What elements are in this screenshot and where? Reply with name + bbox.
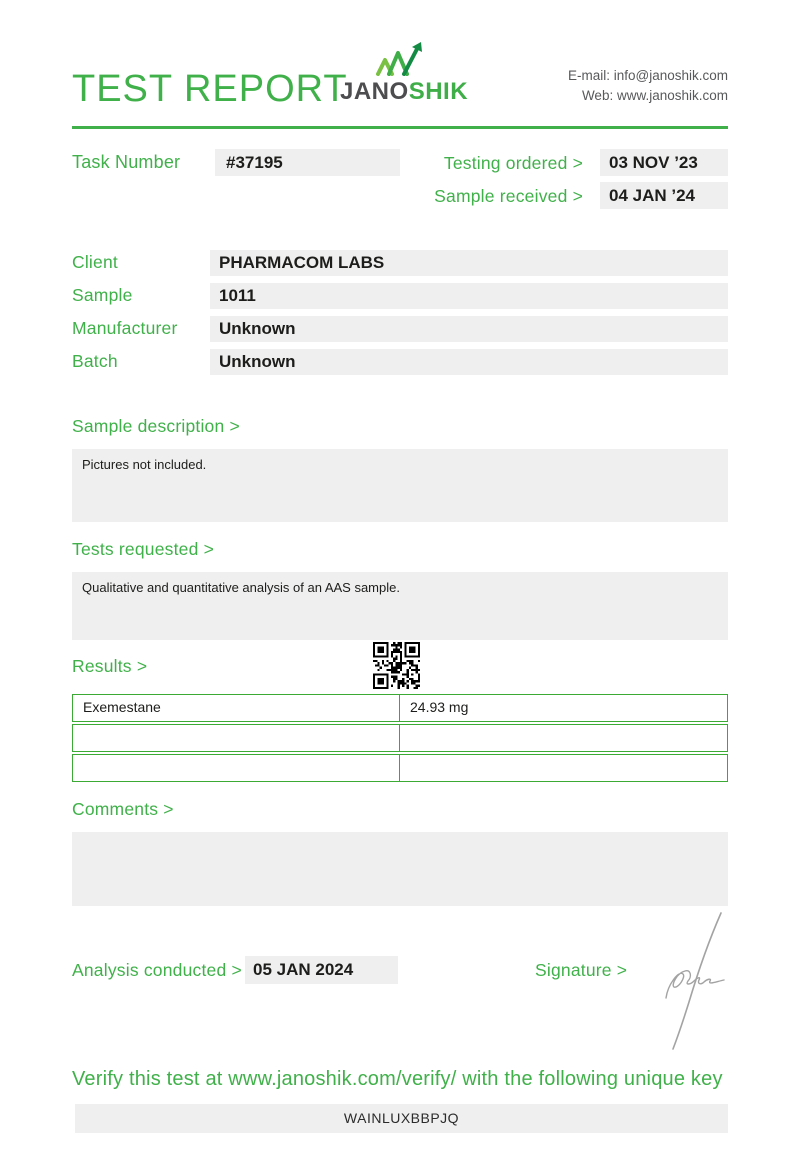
contact-email: E-mail: info@janoshik.com bbox=[567, 68, 728, 83]
signature-label: Signature > bbox=[535, 960, 628, 980]
result-amount bbox=[400, 755, 727, 781]
manufacturer-value: Unknown bbox=[210, 316, 728, 342]
manufacturer-label: Manufacturer bbox=[72, 318, 178, 338]
sample-received-date: 04 JAN ’24 bbox=[600, 182, 728, 209]
testing-ordered-date: 03 NOV ’23 bbox=[600, 149, 728, 176]
table-row bbox=[72, 754, 728, 782]
task-number-label: Task Number bbox=[72, 152, 181, 172]
result-substance: Exemestane bbox=[73, 695, 400, 721]
sample-received-label: Sample received > bbox=[434, 186, 583, 206]
testing-ordered-label: Testing ordered > bbox=[443, 153, 583, 173]
result-substance bbox=[73, 725, 400, 751]
tests-requested-box: Qualitative and quantitative analysis of an AAS sample. bbox=[72, 572, 728, 640]
sample-label: Sample bbox=[72, 285, 133, 305]
results-label: Results > bbox=[72, 656, 148, 676]
chart-growth-icon bbox=[374, 40, 428, 76]
qr-code bbox=[373, 642, 420, 689]
sample-value: 1011 bbox=[210, 283, 728, 309]
comments-label: Comments > bbox=[72, 799, 174, 819]
logo-wordmark bbox=[340, 78, 469, 106]
analysis-conducted-label: Analysis conducted > bbox=[72, 960, 242, 980]
batch-value: Unknown bbox=[210, 349, 728, 375]
result-amount: 24.93 mg bbox=[410, 699, 469, 715]
table-row bbox=[72, 694, 728, 722]
contact-info bbox=[568, 66, 728, 106]
comments-box bbox=[72, 832, 728, 906]
header-divider bbox=[72, 126, 728, 129]
signature-scribble bbox=[638, 910, 738, 1050]
unique-key: WAINLUXBBPJQ bbox=[75, 1104, 728, 1133]
results-table bbox=[72, 694, 728, 784]
logo-shik-text: SHIK bbox=[408, 78, 469, 105]
verify-instruction: Verify this test at www.janoshik.com/verify/ with the following unique key bbox=[72, 1068, 723, 1090]
result-substance bbox=[73, 755, 400, 781]
contact-web: Web: www.janoshik.com bbox=[581, 88, 728, 103]
result-amount bbox=[400, 725, 727, 751]
table-row bbox=[72, 724, 728, 752]
client-label: Client bbox=[72, 252, 118, 272]
task-number-value: #37195 bbox=[215, 149, 400, 176]
analysis-date: 05 JAN 2024 bbox=[245, 956, 398, 984]
tests-requested-label: Tests requested > bbox=[72, 539, 215, 559]
janoshik-logo bbox=[340, 40, 469, 106]
batch-label: Batch bbox=[72, 351, 118, 371]
sample-description-box: Pictures not included. bbox=[72, 449, 728, 522]
sample-description-label: Sample description > bbox=[72, 416, 240, 436]
client-value: PHARMACOM LABS bbox=[210, 250, 728, 276]
page-title: TEST REPORT bbox=[72, 68, 348, 110]
logo-jano-text: JANO bbox=[340, 78, 409, 105]
